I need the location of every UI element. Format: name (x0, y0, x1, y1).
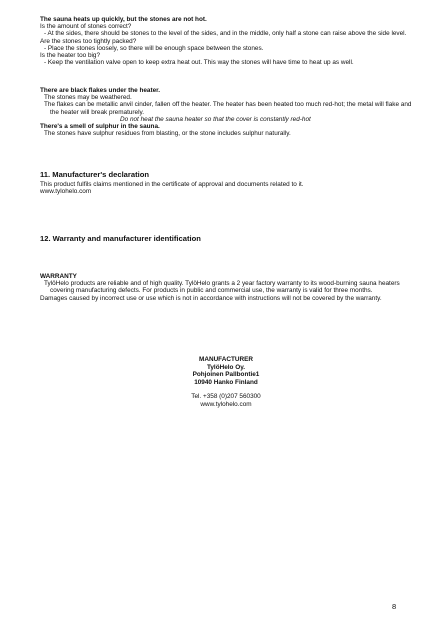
declaration-text: This product fulfils claims mentioned in the certificate of approval and documents related to it. (40, 181, 304, 188)
manufacturer-block (40, 356, 412, 409)
manufacturer-heading: MANUFACTURER (199, 356, 253, 363)
manufacturer-phone: Tel. +358 (0)207 560300 (191, 393, 261, 401)
question-heater-size: Is the heater too big? (40, 52, 101, 60)
warranty-heading: WARRANTY (40, 273, 77, 280)
sulphur-line: The stones have sulphur residues from blasting, or the stone includes sulphur naturally. (44, 130, 291, 138)
warranty-section (40, 273, 412, 302)
manufacturer-city: 10940 Hanko Finland (194, 378, 258, 386)
warranty-paragraph-1: TylöHelo products are reliable and of high quality. TylöHelo grants a 2 year factory warranty to its wood-burning sauna heaters covering manufacturing defects. For products in public and commercial use, the warranty is valid for three months. (44, 280, 400, 295)
declaration-url: www.tylohelo.com (40, 188, 92, 196)
warranty-paragraph-2: Damages caused by incorrect use or use which is not in accordance with instructions will not be covered by the warranty. (40, 294, 382, 302)
page-number: 8 (392, 602, 397, 611)
manufacturer-name: TylöHelo Oy. (206, 363, 246, 371)
section-11-body (40, 181, 412, 195)
section-11-title: 11. Manufacturer's declaration (40, 170, 150, 179)
manufacturer-street: Pohjoinen Pallbontie1 (192, 371, 260, 379)
answer-amount: - At the sides, there should be stones to the level of the sides, and in the middle, only half a stone can raise above the side level. (44, 30, 407, 38)
flakes-line-2: The flakes can be metallic anvil cinder, fallen off the heater. The heater has been heated too much red-hot; the metal will flake and the heater will break prematurely. (44, 101, 412, 116)
troubleshooting-section (40, 16, 412, 66)
heading-black-flakes: There are black flakes under the heater. (40, 87, 161, 94)
question-amount: Is the amount of stones correct? (40, 23, 132, 31)
red-hot-warning: Do not heat the sauna heater so that the cover is constantly red-hot (120, 115, 311, 123)
section-12-title: 12. Warranty and manufacturer identification (40, 234, 201, 243)
heading-sulphur-smell: There's a smell of sulphur in the sauna. (40, 123, 160, 131)
answer-packed: - Place the stones loosely, so there will be enough space between the stones. (44, 44, 264, 52)
answer-heater-size: - Keep the ventilation valve open to keep extra heat out. This way the stones will have time to heat up as well. (44, 59, 354, 67)
flakes-line-1: The stones may be weathered. (44, 94, 132, 102)
heading-stones-not-hot: The sauna heats up quickly, but the stones are not hot. (40, 16, 207, 23)
question-packed: Are the stones too tightly packed? (40, 37, 137, 45)
flakes-section (40, 87, 412, 137)
manufacturer-url: www.tylohelo.com (200, 400, 252, 408)
